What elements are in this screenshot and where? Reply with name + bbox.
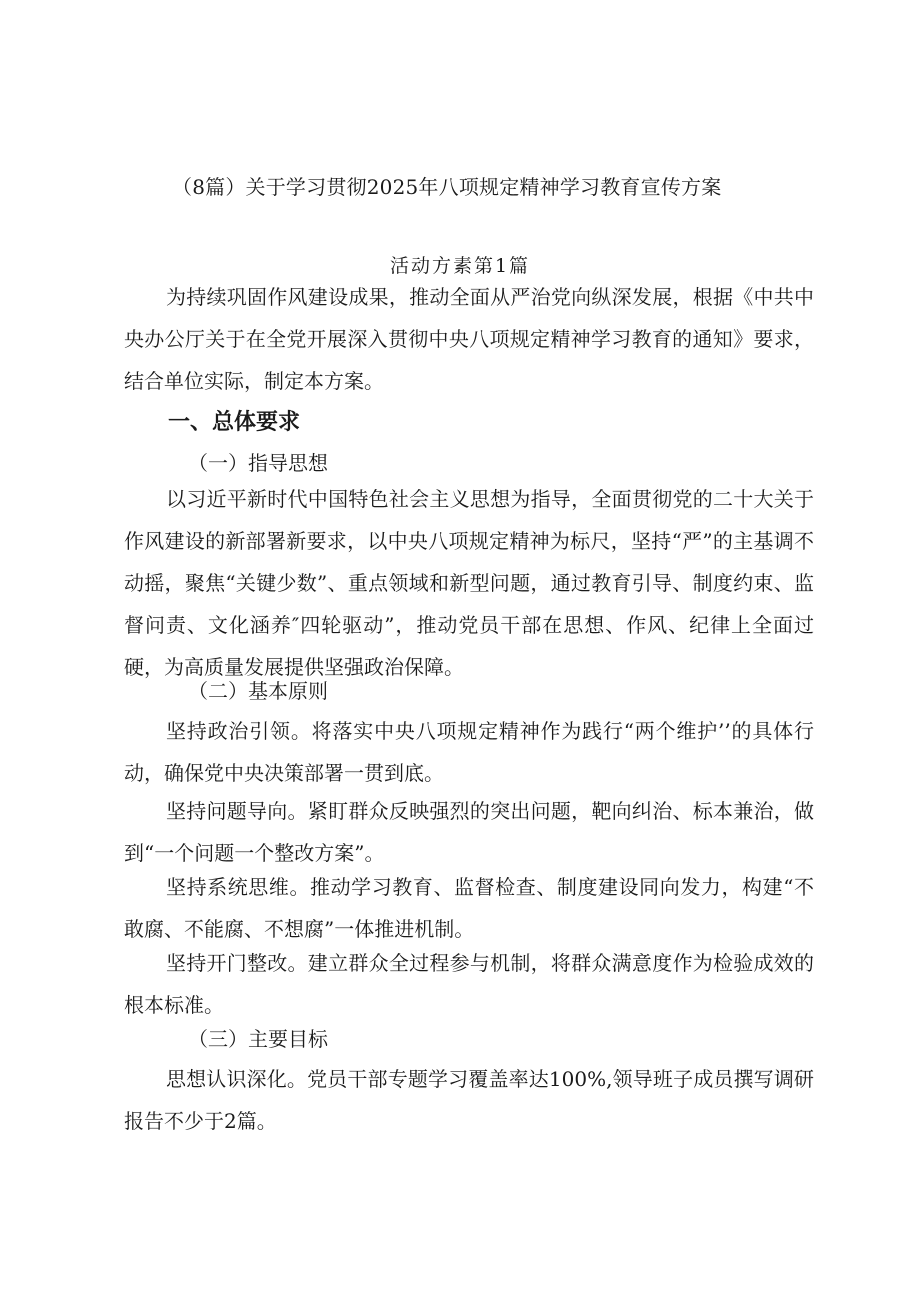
document-title: （8篇）关于学习贯彻2025年八项规定精神学习教育宣传方案	[172, 175, 722, 199]
principle-paragraph-systems-thinking: 坚持系统思维。推动学习教育、监督检查、制度建设同向发力，构建“不敢腐、不能腐、不想腐”一体推进机制。	[124, 875, 814, 941]
principle-paragraph-political-guidance: 坚持政治引领。将落实中央八项规定精神作为践行“两个维护’’的具体行动，确保党中央决策部署一贯到底。	[124, 719, 814, 785]
subsection-heading-guiding-ideology: （一）指导思想	[188, 451, 328, 475]
principle-paragraph-problem-oriented: 坚持问题导向。紧盯群众反映强烈的突出问题，靶向纠治、标本兼治，做到“一个问题一个整改方案”。	[124, 799, 814, 865]
guiding-ideology-paragraph: 以习近平新时代中国特色社会主义思想为指导，全面贯彻党的二十大关于作风建设的新部署新要求，以中央八项规定精神为标尺，坚持“严”的主基调不动摇，聚焦“关键少数”、重点领域和新型问题，通过教育引导、制度约束、监督问责、文化涵养″四轮驱动”，推动党员干部在思想、作风、纪律上全面过硬，为高质量发展提供坚强政治保障。	[124, 487, 814, 679]
subsection-heading-main-goals: （三）主要目标	[188, 1027, 328, 1051]
document-subtitle: 活动方素第1篇	[389, 255, 531, 277]
main-goals-paragraph: 思想认识深化。党员干部专题学习覆盖率达100%,领导班子成员撰写调研报告不少于2篇。	[124, 1067, 814, 1133]
subsection-heading-basic-principles: （二）基本原则	[188, 679, 328, 703]
principle-paragraph-open-rectification: 坚持开门整改。建立群众全过程参与机制，将群众满意度作为检验成效的根本标准。	[124, 951, 814, 1017]
section-heading-general-requirements: 一、总体要求	[168, 410, 301, 435]
intro-paragraph: 为持续巩固作风建设成果，推动全面从严治党向纵深发展，根据《中共中央办公厅关于在全党开展深入贯彻中央八项规定精神学习教育的通知》要求，结合单位实际，制定本方案。	[124, 285, 814, 393]
